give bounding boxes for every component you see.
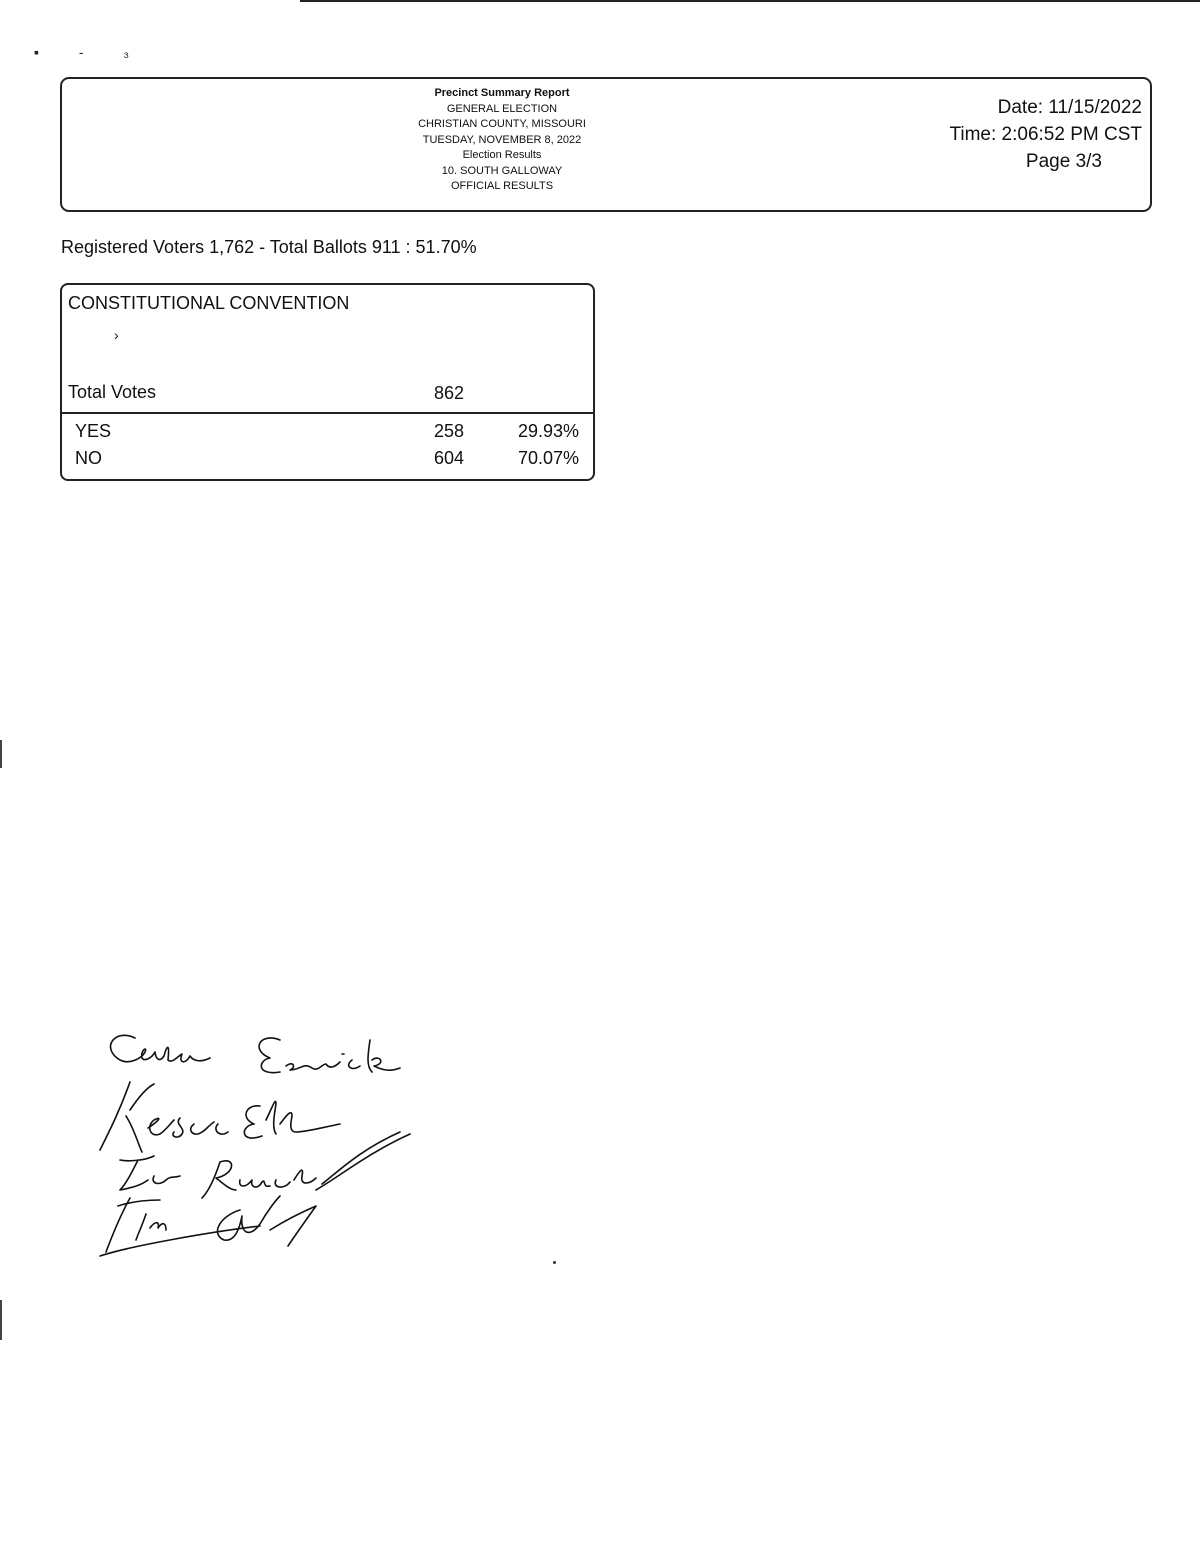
choice-row-yes [75, 421, 585, 447]
page-number: Page 3/3 [1025, 151, 1102, 172]
contest-results-box [60, 283, 595, 481]
report-date: Date: 11/15/2022 [997, 97, 1142, 118]
report-title: Precinct Summary Report [434, 87, 570, 99]
choice-votes: 604 [434, 448, 465, 468]
scan-edge-line [300, 0, 1200, 2]
precinct-name: 10. SOUTH GALLOWAY [441, 164, 563, 177]
election-date: TUESDAY, NOVEMBER 8, 2022 [422, 133, 582, 146]
report-title-block [392, 86, 612, 195]
scan-edge-mark [0, 1300, 2, 1340]
scan-edge-mark [0, 740, 2, 768]
signature-2 [100, 1082, 340, 1152]
results-label: Election Results [462, 149, 542, 161]
total-votes-value: 862 [434, 383, 465, 403]
choice-votes: 258 [434, 421, 465, 441]
scan-corner-marks: ▪ ‐ ₃ [34, 44, 148, 60]
choice-percent: 70.07% [517, 448, 579, 468]
signature-3 [120, 1132, 410, 1198]
official-label: OFFICIAL RESULTS [450, 180, 554, 192]
report-header [60, 77, 1152, 212]
county-name: CHRISTIAN COUNTY, MISSOURI [418, 118, 586, 130]
chevron-right-icon: › [114, 327, 119, 343]
choice-name: YES [75, 421, 112, 441]
choice-percent: 29.93% [517, 421, 579, 441]
report-meta [949, 94, 1142, 175]
signature-1 [111, 1035, 400, 1072]
contest-title: CONSTITUTIONAL CONVENTION [68, 293, 350, 313]
scan-speck [553, 1261, 556, 1264]
report-time: Time: 2:06:52 PM CST [949, 124, 1142, 145]
total-votes-label: Total Votes [68, 382, 157, 402]
contest-divider [62, 412, 593, 414]
election-name: GENERAL ELECTION [446, 102, 558, 115]
turnout-summary: Registered Voters 1,762 - Total Ballots 911 : 51.70% [61, 237, 477, 257]
signature-4 [100, 1196, 316, 1256]
handwritten-signatures [90, 1020, 430, 1270]
choice-name: NO [75, 448, 102, 468]
choice-row-no [75, 448, 585, 474]
